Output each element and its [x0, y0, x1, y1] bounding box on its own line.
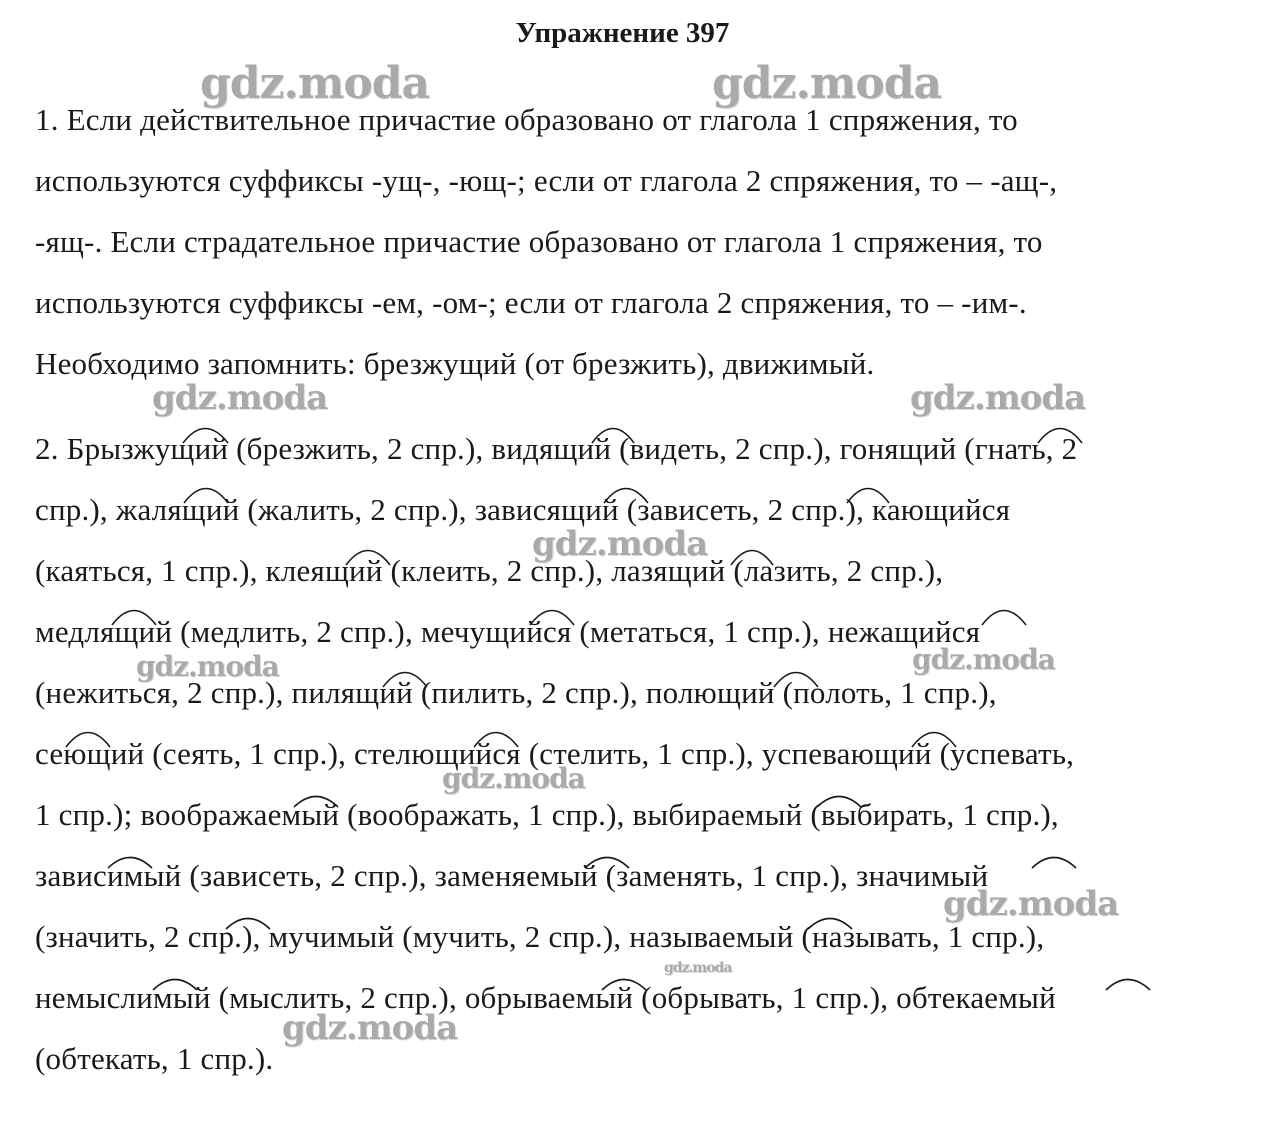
- text-line: зависимый (зависеть, 2 спр.), заменяемый (заменять, 1 спр.), значимый: [35, 858, 989, 893]
- text-line: используются суффиксы -ем, -ом-; если от глагола 2 спряжения, то – -им-.: [35, 285, 1027, 320]
- text-line: сеющий (сеять, 1 спр.), стелющийся (стелить, 1 спр.), успевающий (успевать,: [35, 736, 1075, 771]
- watermark: gdz.moda: [282, 1008, 458, 1048]
- text-line: (каяться, 1 спр.), клеящий (клеить, 2 спр.), лазящий (лазить, 2 спр.),: [35, 553, 944, 588]
- text-line: (значить, 2 спр.), мучимый (мучить, 2 спр.), называемый (называть, 1 спр.),: [35, 919, 1045, 954]
- text-line: 1. Если действительное причастие образовано от глагола 1 спряжения, то: [35, 102, 1018, 137]
- exercise-title: Упражнение 397: [515, 17, 730, 49]
- watermark: gdz.moda: [152, 378, 328, 418]
- watermark: gdz.moda: [664, 960, 732, 976]
- watermark: gdz.moda: [136, 650, 279, 683]
- watermark: gdz.moda: [200, 58, 430, 109]
- paragraph-rule: [35, 89, 1255, 394]
- text-line: 2. Брызжущий (брезжить, 2 спр.), видящий (видеть, 2 спр.), гонящий (гнать, 2: [35, 431, 1078, 466]
- text-line: 1 спр.); воображаемый (воображать, 1 спр.), выбираемый (выбирать, 1 спр.),: [35, 797, 1059, 832]
- watermark: gdz.moda: [943, 884, 1119, 924]
- watermark: gdz.moda: [910, 378, 1086, 418]
- text-line: используются суффиксы -ущ-, -ющ-; если от глагола 2 спряжения, то – -ащ-,: [35, 163, 1058, 198]
- paragraph-word-list: [35, 418, 1255, 1089]
- text-line: немыслимый (мыслить, 2 спр.), обрываемый (обрывать, 1 спр.), обтекаемый: [35, 980, 1056, 1015]
- text-line: -ящ-. Если страдательное причастие образовано от глагола 1 спряжения, то: [35, 224, 1043, 259]
- watermark: gdz.moda: [532, 524, 708, 564]
- text-line: спр.), жалящий (жалить, 2 спр.), зависящий (зависеть, 2 спр.), кающийся: [35, 492, 1011, 527]
- text-line: (нежиться, 2 спр.), пилящий (пилить, 2 спр.), полющий (полоть, 1 спр.),: [35, 675, 997, 710]
- text-line: (обтекать, 1 спр.).: [35, 1041, 274, 1076]
- watermark: gdz.moda: [442, 762, 585, 795]
- text-line: медлящий (медлить, 2 спр.), мечущийся (метаться, 1 спр.), нежащийся: [35, 614, 981, 649]
- watermark: gdz.moda: [712, 58, 942, 109]
- watermark: gdz.moda: [912, 643, 1055, 676]
- text-line: Необходимо запомнить: брезжущий (от брезжить), движимый.: [35, 346, 875, 381]
